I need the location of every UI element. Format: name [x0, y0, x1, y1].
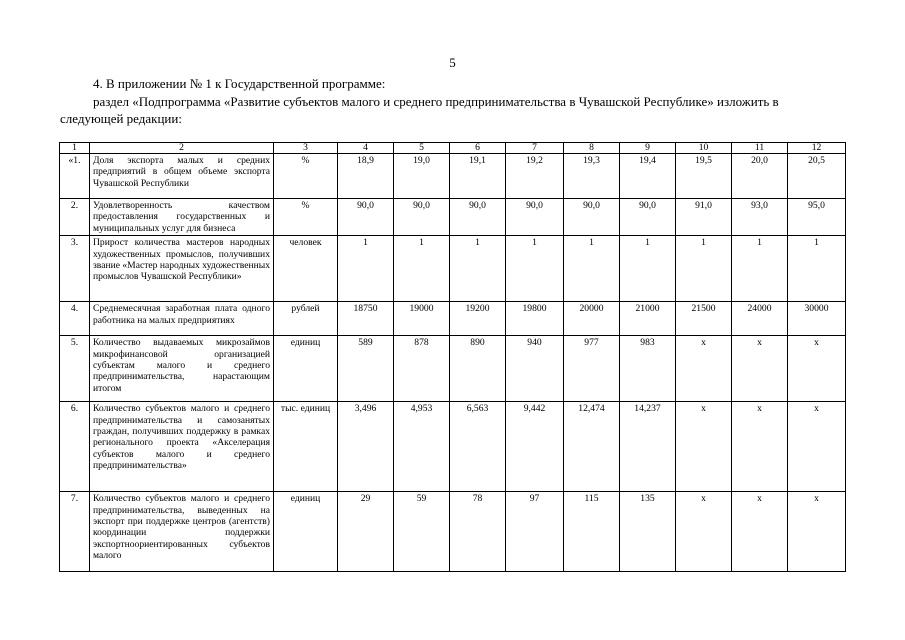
- paragraph-section-line2: следующей редакции:: [60, 111, 182, 126]
- value-cell: 12,474: [564, 402, 620, 492]
- value-cell: 90,0: [394, 199, 450, 236]
- column-header: 8: [564, 143, 620, 154]
- value-cell: 19,3: [564, 154, 620, 199]
- table-row: [60, 199, 846, 236]
- value-cell: 983: [620, 336, 676, 402]
- value-cell: 20000: [564, 302, 620, 336]
- row-number: 2.: [60, 199, 90, 236]
- row-number: 4.: [60, 302, 90, 336]
- value-cell: 91,0: [676, 199, 732, 236]
- value-cell: 93,0: [732, 199, 788, 236]
- value-cell: 95,0: [788, 199, 846, 236]
- value-cell: 19,4: [620, 154, 676, 199]
- value-cell: x: [788, 336, 846, 402]
- paragraph-section-line1: раздел «Подпрограмма «Развитие субъектов малого и среднего предпринимательства в Чувашской Республике» изложить в: [93, 94, 779, 109]
- value-cell: 19800: [506, 302, 564, 336]
- unit-cell: единиц: [274, 336, 338, 402]
- value-cell: 3,496: [338, 402, 394, 492]
- column-header: 10: [676, 143, 732, 154]
- table-header-row: [60, 143, 846, 154]
- value-cell: 1: [620, 236, 676, 302]
- column-header: 12: [788, 143, 846, 154]
- row-number: 5.: [60, 336, 90, 402]
- value-cell: 29: [338, 492, 394, 572]
- value-cell: 1: [676, 236, 732, 302]
- value-cell: 18750: [338, 302, 394, 336]
- value-cell: 90,0: [450, 199, 506, 236]
- column-header: 9: [620, 143, 676, 154]
- table-row: [60, 154, 846, 199]
- value-cell: 1: [450, 236, 506, 302]
- value-cell: 14,237: [620, 402, 676, 492]
- value-cell: 1: [338, 236, 394, 302]
- table-row: [60, 236, 846, 302]
- unit-cell: %: [274, 199, 338, 236]
- value-cell: 6,563: [450, 402, 506, 492]
- table-row: [60, 492, 846, 572]
- indicator-name: Количество субъектов малого и среднего предпринимательства, выведенных на экспорт при поддержке центров (агентств) координации поддержки экспортноориентированных субъектов малого: [90, 492, 274, 572]
- indicators-table: [59, 142, 846, 572]
- column-header: 6: [450, 143, 506, 154]
- paragraph-item-4: 4. В приложении № 1 к Государственной программе:: [93, 76, 386, 91]
- value-cell: 1: [732, 236, 788, 302]
- table-body: [60, 154, 846, 572]
- value-cell: 115: [564, 492, 620, 572]
- row-number: «1.: [60, 154, 90, 199]
- value-cell: 19,5: [676, 154, 732, 199]
- indicator-name: Количество выдаваемых микрозаймов микрофинансовой организацией субъектам малого и среднего предпринимательства, нарастающим итогом: [90, 336, 274, 402]
- unit-cell: %: [274, 154, 338, 199]
- row-number: 7.: [60, 492, 90, 572]
- value-cell: 135: [620, 492, 676, 572]
- table-row: [60, 302, 846, 336]
- value-cell: 19,2: [506, 154, 564, 199]
- column-header: 7: [506, 143, 564, 154]
- column-header: 4: [338, 143, 394, 154]
- value-cell: 9,442: [506, 402, 564, 492]
- column-header: 11: [732, 143, 788, 154]
- unit-cell: единиц: [274, 492, 338, 572]
- table-row: [60, 336, 846, 402]
- column-header: 2: [90, 143, 274, 154]
- value-cell: x: [732, 492, 788, 572]
- row-number: 3.: [60, 236, 90, 302]
- indicator-name: Удовлетворенность качеством предоставления государственных и муниципальных услуг для бизнеса: [90, 199, 274, 236]
- value-cell: 1: [394, 236, 450, 302]
- column-header: 1: [60, 143, 90, 154]
- value-cell: 19000: [394, 302, 450, 336]
- value-cell: x: [732, 336, 788, 402]
- value-cell: 90,0: [620, 199, 676, 236]
- value-cell: x: [676, 336, 732, 402]
- value-cell: 21000: [620, 302, 676, 336]
- value-cell: 90,0: [338, 199, 394, 236]
- value-cell: 1: [564, 236, 620, 302]
- value-cell: 890: [450, 336, 506, 402]
- column-header: 5: [394, 143, 450, 154]
- column-header: 3: [274, 143, 338, 154]
- value-cell: 589: [338, 336, 394, 402]
- value-cell: 878: [394, 336, 450, 402]
- indicator-name: Доля экспорта малых и средних предприятий в общем объеме экспорта Чувашской Республики: [90, 154, 274, 199]
- page-number: 5: [449, 55, 456, 70]
- unit-cell: человек: [274, 236, 338, 302]
- value-cell: 59: [394, 492, 450, 572]
- value-cell: 1: [506, 236, 564, 302]
- value-cell: 78: [450, 492, 506, 572]
- value-cell: 977: [564, 336, 620, 402]
- value-cell: 18,9: [338, 154, 394, 199]
- value-cell: x: [676, 402, 732, 492]
- value-cell: 30000: [788, 302, 846, 336]
- value-cell: x: [676, 492, 732, 572]
- value-cell: 90,0: [564, 199, 620, 236]
- value-cell: 90,0: [506, 199, 564, 236]
- value-cell: 19,1: [450, 154, 506, 199]
- value-cell: 19200: [450, 302, 506, 336]
- value-cell: 21500: [676, 302, 732, 336]
- value-cell: 19,0: [394, 154, 450, 199]
- value-cell: 97: [506, 492, 564, 572]
- value-cell: 4,953: [394, 402, 450, 492]
- table-row: [60, 402, 846, 492]
- value-cell: 1: [788, 236, 846, 302]
- indicator-name: Среднемесячная заработная плата одного работника на малых предприятиях: [90, 302, 274, 336]
- value-cell: 940: [506, 336, 564, 402]
- value-cell: 24000: [732, 302, 788, 336]
- unit-cell: тыс. единиц: [274, 402, 338, 492]
- value-cell: x: [788, 492, 846, 572]
- value-cell: x: [732, 402, 788, 492]
- indicator-name: Прирост количества мастеров народных художественных промыслов, получивших звание «Мастер народных художественных промыслов Чувашской Республики»: [90, 236, 274, 302]
- unit-cell: рублей: [274, 302, 338, 336]
- value-cell: 20,0: [732, 154, 788, 199]
- value-cell: x: [788, 402, 846, 492]
- row-number: 6.: [60, 402, 90, 492]
- value-cell: 20,5: [788, 154, 846, 199]
- indicator-name: Количество субъектов малого и среднего предпринимательства и самозанятых граждан, получивших поддержку в рамках регионального проекта «Акселерация субъектов малого и среднего предпринимательства»: [90, 402, 274, 492]
